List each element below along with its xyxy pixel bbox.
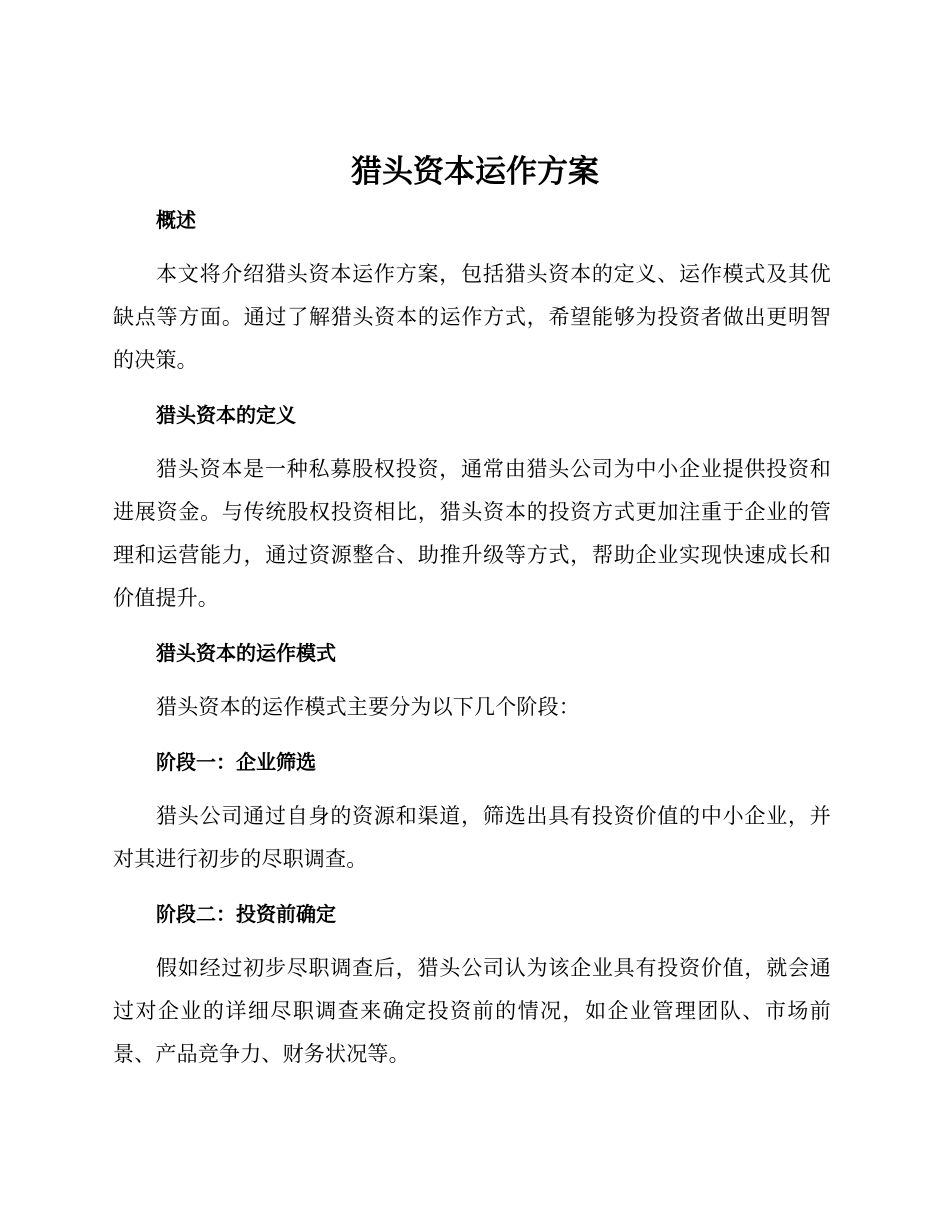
section-heading-operation-mode: 猎头资本的运作模式 xyxy=(156,641,336,665)
document-title: 猎头资本运作方案 xyxy=(351,154,599,190)
paragraph-stage-two: 假如经过初步尽职调查后，猎头公司认为该企业具有投资价值，就会通过对企业的详细尽职调查来确定投资前的情况，如企业管理团队、市场前景、产品竞争力、财务状况等。 xyxy=(113,956,831,1066)
paragraph-stage-one: 猎头公司通过自身的资源和渠道，筛选出具有投资价值的中小企业，并对其进行初步的尽职调查。 xyxy=(113,804,831,871)
section-heading-definition: 猎头资本的定义 xyxy=(156,403,296,427)
paragraph-definition: 猎头资本是一种私募股权投资，通常由猎头公司为中小企业提供投资和进展资金。与传统股权投资相比，猎头资本的投资方式更加注重于企业的管理和运营能力，通过资源整合、助推升级等方式，帮助企业实现快速成长和价值提升。 xyxy=(113,457,831,610)
paragraph-overview: 本文将介绍猎头资本运作方案，包括猎头资本的定义、运作模式及其优缺点等方面。通过了解猎头资本的运作方式，希望能够为投资者做出更明智的决策。 xyxy=(113,262,831,372)
section-heading-stage-two: 阶段二：投资前确定 xyxy=(156,902,336,926)
section-heading-overview: 概述 xyxy=(156,208,196,232)
paragraph-operation-mode: 猎头资本的运作模式主要分为以下几个阶段： xyxy=(156,695,580,719)
document-body xyxy=(113,198,831,1087)
section-heading-stage-one: 阶段一：企业筛选 xyxy=(156,750,316,774)
